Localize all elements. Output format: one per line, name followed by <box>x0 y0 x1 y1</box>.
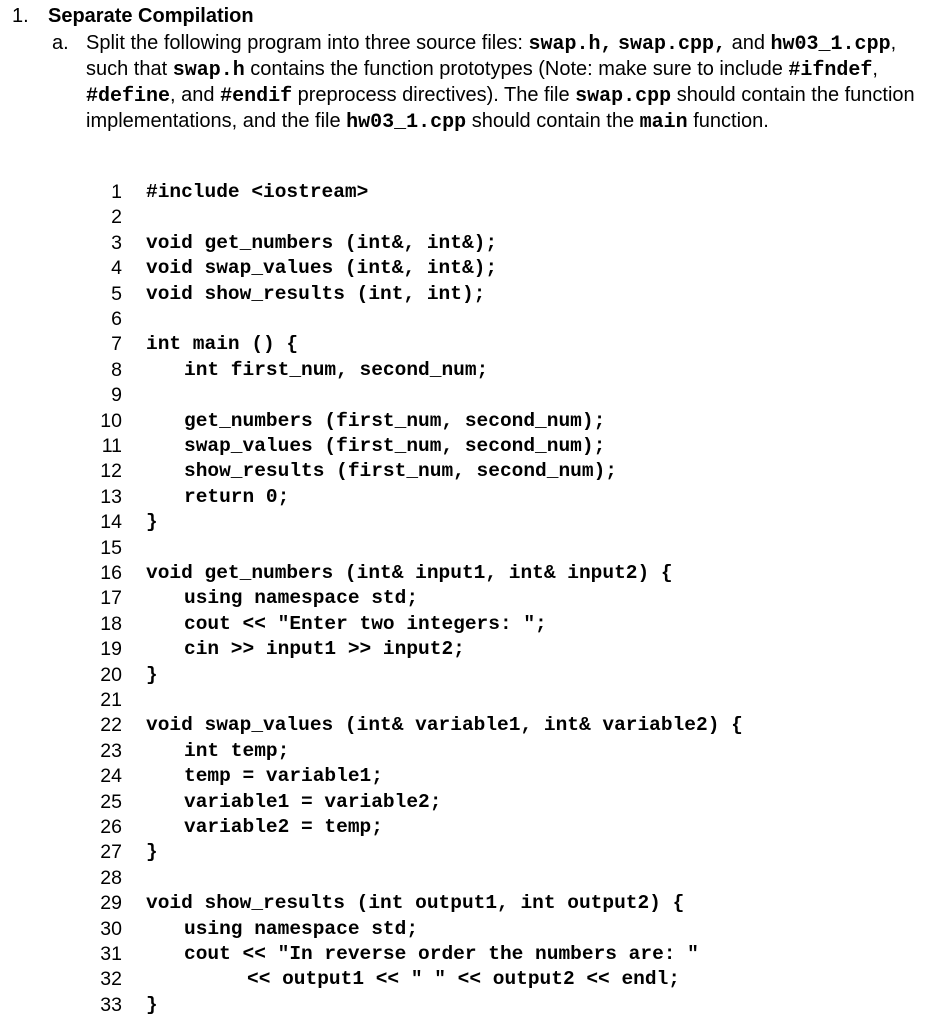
instruction-segment: should contain the <box>466 110 640 132</box>
code-text: void show_results (int output1, int output2) { <box>146 892 685 915</box>
code-text: return 0; <box>184 485 290 508</box>
line-number: 6 <box>111 308 122 330</box>
code-line <box>0 383 932 408</box>
line-number: 7 <box>111 333 122 356</box>
code-line <box>0 485 932 510</box>
code-text: void swap_values (int& variable1, int& variable2) { <box>146 714 743 737</box>
code-line <box>0 637 932 662</box>
instruction-segment: , and <box>170 84 221 106</box>
line-number: 1 <box>111 181 122 203</box>
code-text: using namespace std; <box>184 917 419 940</box>
code-line <box>0 942 932 967</box>
code-line <box>0 307 932 332</box>
code-line <box>0 358 932 383</box>
instruction-segment: , such that <box>86 32 897 80</box>
code-text: using namespace std; <box>184 587 419 610</box>
line-number: 19 <box>100 638 122 661</box>
code-term: swap.cpp, <box>618 33 727 56</box>
code-term: main <box>639 111 688 134</box>
code-text: << output1 << " " << output2 << endl; <box>247 968 680 991</box>
code-text: int temp; <box>184 739 290 762</box>
code-line <box>0 866 932 891</box>
code-text: temp = variable1; <box>184 765 383 788</box>
code-text: } <box>146 841 158 864</box>
line-number: 29 <box>100 892 122 915</box>
instruction-segment: should contain the function implementations, and the file <box>86 84 915 132</box>
line-number: 12 <box>100 460 122 483</box>
line-number: 9 <box>111 384 122 407</box>
code-term: #ifndef <box>788 59 873 82</box>
line-number: 16 <box>100 562 122 584</box>
code-text: cout << "Enter two integers: "; <box>184 612 547 635</box>
code-text: } <box>146 993 158 1016</box>
line-number: 14 <box>100 511 122 534</box>
code-text: void get_numbers (int&, int&); <box>146 231 498 254</box>
code-line <box>0 332 932 357</box>
instruction-segment: , <box>872 58 878 80</box>
code-term: hw03_1.cpp <box>346 111 467 134</box>
code-line <box>0 586 932 611</box>
code-line <box>0 612 932 637</box>
instruction-item-a <box>52 31 927 135</box>
code-line <box>0 764 932 789</box>
line-number: 15 <box>100 536 122 559</box>
code-text: } <box>146 511 158 534</box>
section-heading <box>12 4 254 28</box>
code-line <box>0 967 932 992</box>
code-text: } <box>146 663 158 686</box>
instruction-segment: function. <box>687 110 769 132</box>
line-number: 3 <box>111 231 122 254</box>
code-line <box>0 840 932 865</box>
code-term: #define <box>86 85 171 108</box>
line-number: 32 <box>100 968 122 991</box>
line-number: 26 <box>100 816 122 838</box>
code-text: swap_values (first_num, second_num); <box>184 435 606 457</box>
line-number: 11 <box>101 435 122 457</box>
instruction-segment: preprocess directives). The file <box>292 84 576 106</box>
code-line <box>0 282 932 307</box>
code-line <box>0 256 932 281</box>
code-line <box>0 891 932 916</box>
code-line <box>0 993 932 1018</box>
code-line <box>0 231 932 256</box>
line-number: 25 <box>100 790 122 813</box>
line-number: 23 <box>100 739 122 762</box>
section-title: Separate Compilation <box>48 5 254 27</box>
code-line <box>0 739 932 764</box>
code-line <box>0 459 932 484</box>
line-number: 2 <box>111 206 122 229</box>
line-number: 24 <box>100 765 122 788</box>
code-line <box>0 917 932 942</box>
line-number: 28 <box>100 866 122 889</box>
line-number: 17 <box>100 587 122 610</box>
line-number: 27 <box>100 841 122 864</box>
line-number: 30 <box>100 917 122 940</box>
item-letter: a. <box>52 32 69 54</box>
code-text: show_results (first_num, second_num); <box>184 460 617 483</box>
line-number: 13 <box>100 485 122 508</box>
code-line <box>0 561 932 586</box>
code-text: int first_num, second_num; <box>184 358 489 381</box>
code-line <box>0 713 932 738</box>
code-line <box>0 536 932 561</box>
code-line <box>0 434 932 459</box>
line-number: 5 <box>111 282 122 305</box>
code-text: variable1 = variable2; <box>184 790 442 813</box>
line-number: 21 <box>100 689 122 711</box>
code-line <box>0 409 932 434</box>
line-number: 4 <box>111 257 122 280</box>
code-term: #endif <box>220 85 293 108</box>
code-line <box>0 510 932 535</box>
code-term: hw03_1.cpp <box>770 33 891 56</box>
code-line <box>0 205 932 230</box>
section-number: 1. <box>12 5 29 27</box>
code-text: void swap_values (int&, int&); <box>146 257 498 280</box>
code-text: get_numbers (first_num, second_num); <box>184 409 606 432</box>
code-text: void show_results (int, int); <box>146 282 486 305</box>
line-number: 20 <box>100 663 122 686</box>
code-text: cin >> input1 >> input2; <box>184 638 465 661</box>
code-term: swap.h, <box>528 33 613 56</box>
line-number: 22 <box>100 714 122 737</box>
code-line <box>0 790 932 815</box>
code-term: swap.cpp <box>575 85 672 108</box>
instruction-segment: and <box>726 32 771 54</box>
code-text: #include <iostream> <box>146 181 369 203</box>
code-text: cout << "In reverse order the numbers are: " <box>184 943 699 965</box>
code-term: swap.h <box>172 59 245 82</box>
line-number: 33 <box>100 993 122 1016</box>
code-text: int main () { <box>146 333 299 356</box>
code-line <box>0 815 932 840</box>
line-number: 31 <box>100 943 122 965</box>
code-text: void get_numbers (int& input1, int& input2) { <box>146 562 673 584</box>
line-number: 18 <box>100 612 122 635</box>
instruction-segment: Split the following program into three source files: <box>86 32 529 54</box>
line-number: 8 <box>111 358 122 381</box>
code-line <box>0 180 932 205</box>
instruction-segment: contains the function prototypes (Note: make sure to include <box>244 58 789 80</box>
code-line <box>0 663 932 688</box>
line-number: 10 <box>100 409 122 432</box>
instruction-text <box>86 31 927 135</box>
code-line <box>0 688 932 713</box>
code-text: variable2 = temp; <box>184 816 383 838</box>
